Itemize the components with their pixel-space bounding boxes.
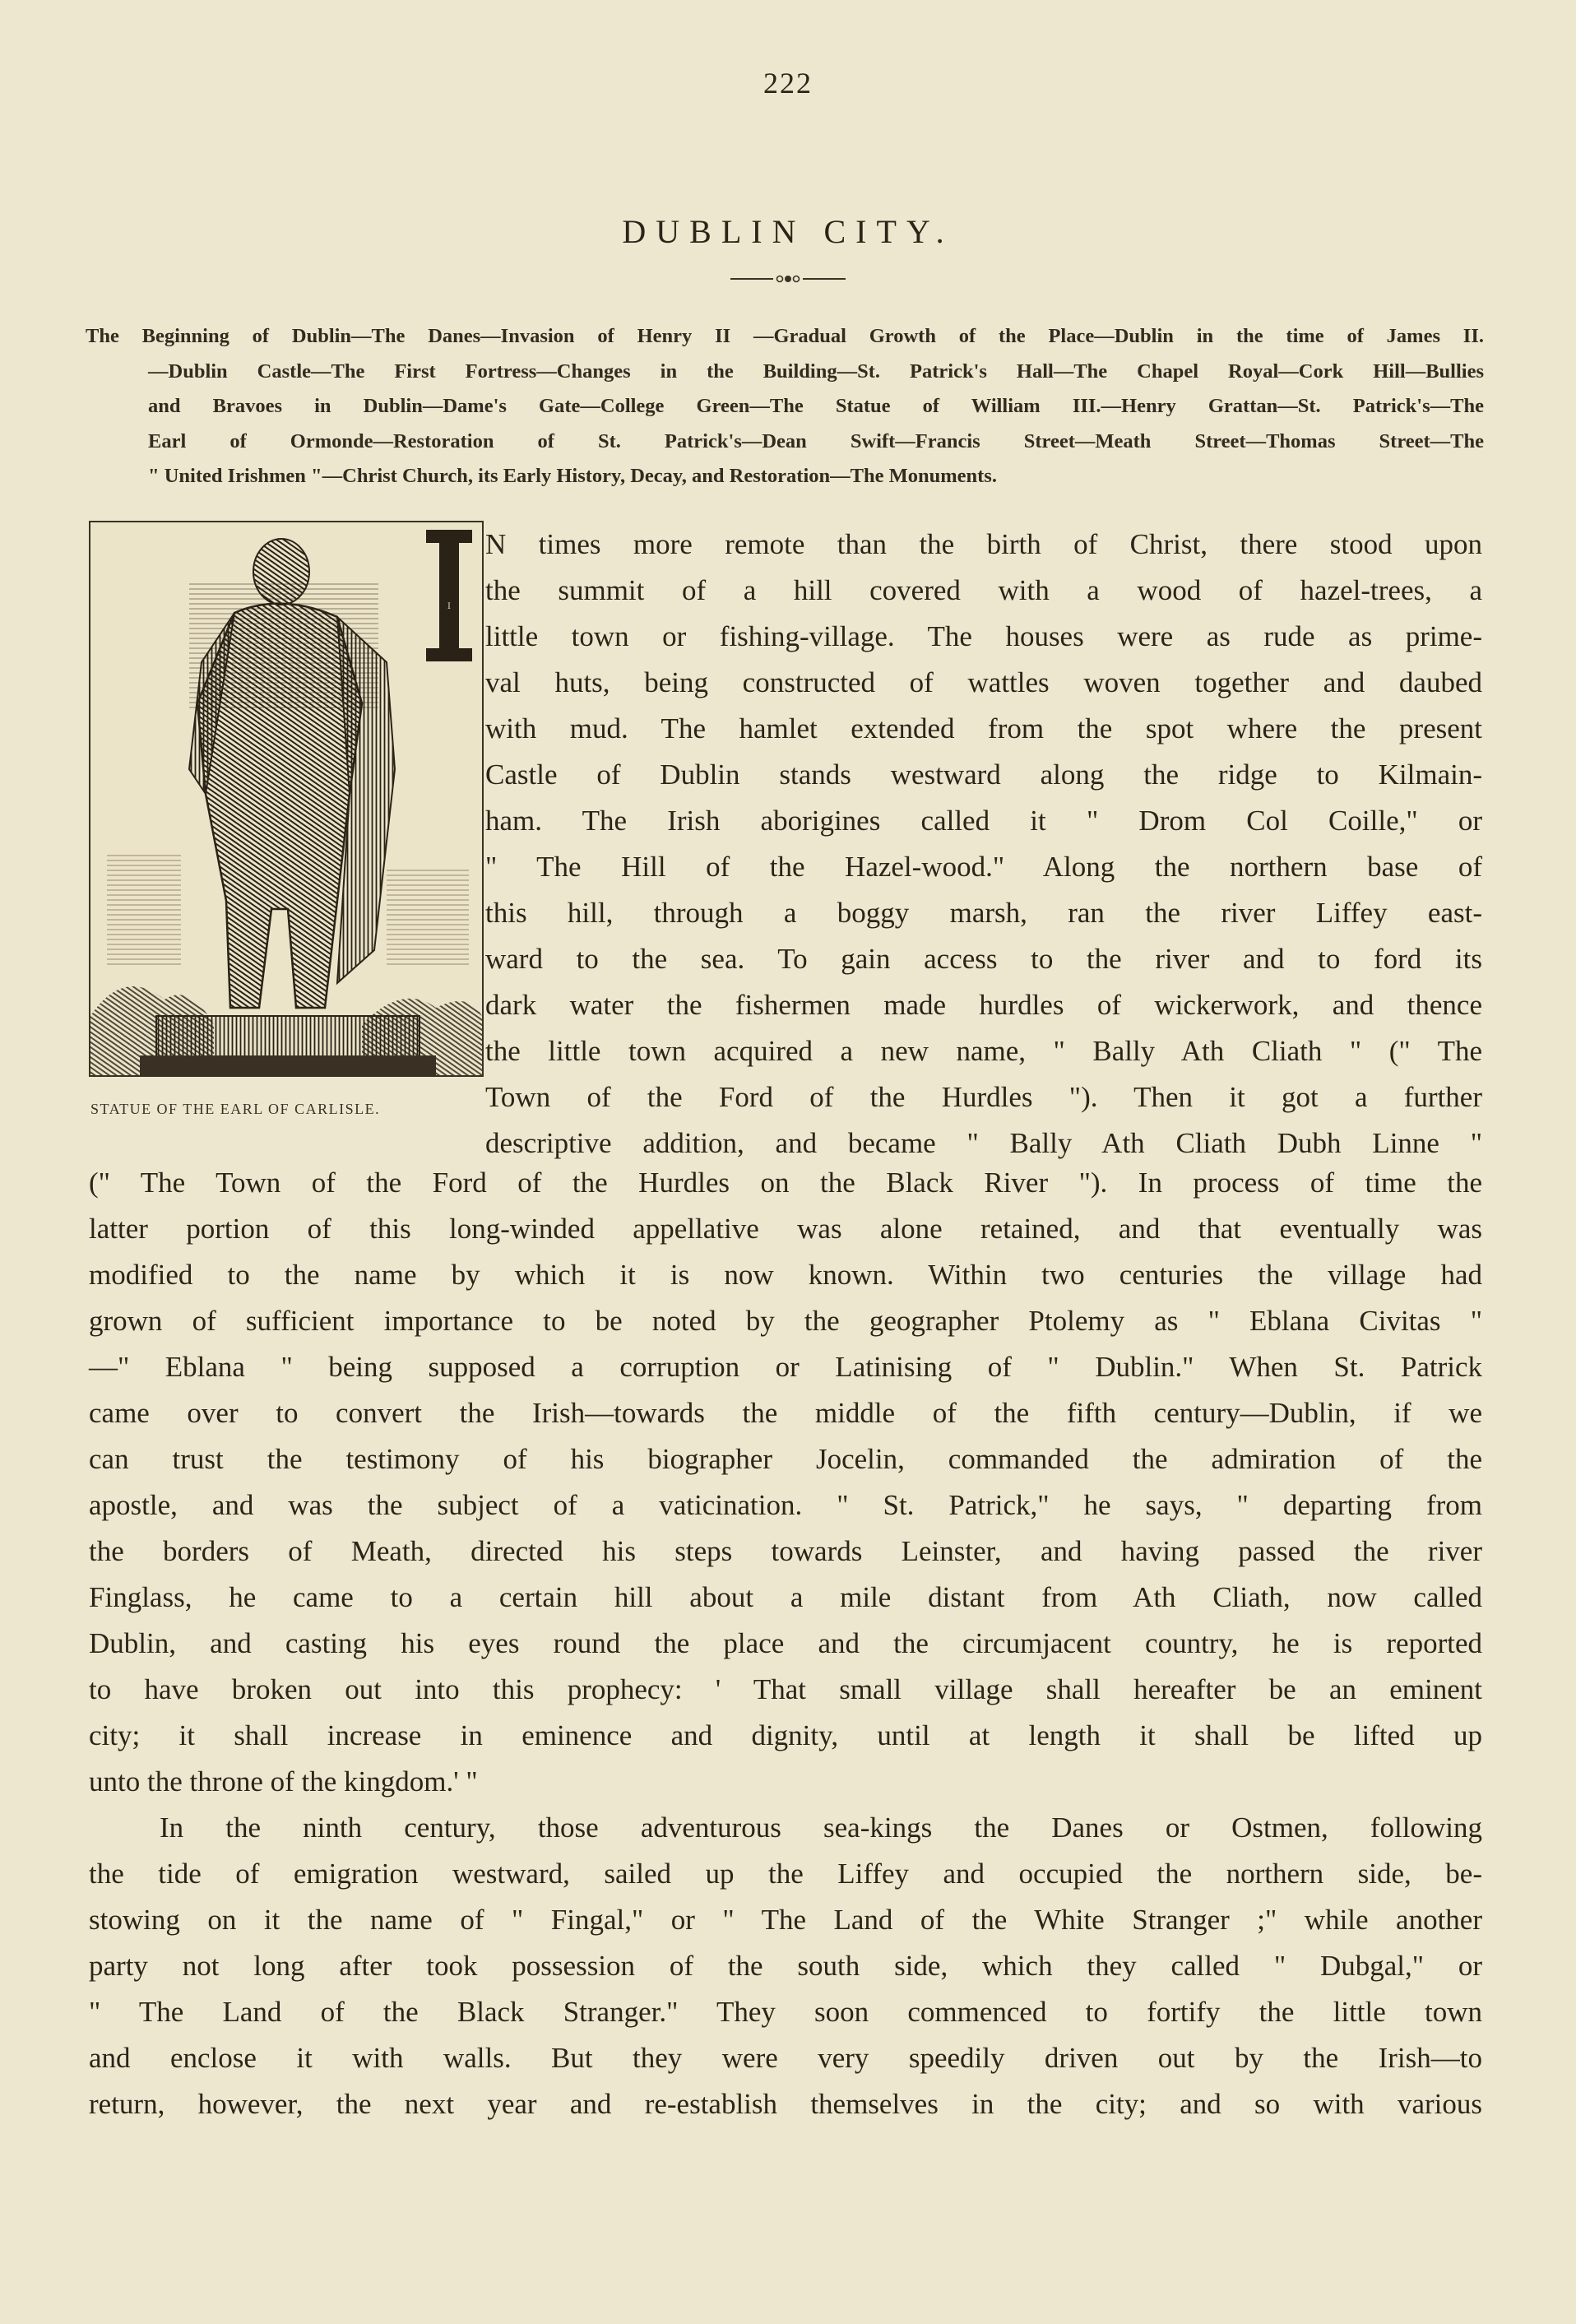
svg-text:I: I [447,602,451,611]
text-line: descriptive addition, and became " Bally Ath Cliath Dubh Linne " [485,1127,1482,1159]
text-line: to have broken out into this prophecy: ' That small village shall hereafter be an eminent [89,1673,1482,1705]
summary-line: " United Irishmen "—Christ Church, its Early History, Decay, and Restoration—The Monuments. [148,465,997,488]
figure-caption: STATUE OF THE EARL OF CARLISLE. [90,1101,381,1117]
text-line: unto the throne of the kingdom.' " [89,1765,478,1798]
text-line: this hill, through a boggy marsh, ran the river Liffey east- [485,897,1482,929]
summary-line: —Dublin Castle—The First Fortress—Changes in the Building—St. Patrick's Hall—The Chapel Royal—Cork Hill—Bullies [148,360,1484,383]
text-line: " The Hill of the Hazel-wood." Along the northern base of [485,851,1482,883]
text-line: the borders of Meath, directed his steps towards Leinster, and having passed the river [89,1535,1482,1567]
text-line: Finglass, he came to a certain hill about a mile distant from Ath Cliath, now called [89,1581,1482,1613]
drop-cap [423,526,475,665]
text-line: (" The Town of the Ford of the Hurdles on the Black River "). In process of time the [89,1167,1482,1199]
summary-line: and Bravoes in Dublin—Dame's Gate—College Green—The Statue of William III.—Henry Grattan—St. Patrick's—The [148,395,1484,418]
page-number: 222 [763,67,813,100]
text-line: latter portion of this long-winded appellative was alone retained, and that eventually was [89,1213,1482,1245]
body-text [89,1160,1482,2127]
chapter-title: DUBLIN CITY. [622,213,954,250]
body-text-wrapped [485,522,1482,1167]
text-line: apostle, and was the subject of a vaticination. " St. Patrick," he says, " departing from [89,1489,1482,1521]
title-ornament [730,273,846,285]
text-line: the little town acquired a new name, " Bally Ath Cliath " (" The [485,1035,1482,1067]
text-line: with mud. The hamlet extended from the spot where the present [485,712,1482,745]
text-line: party not long after took possession of the south side, which they called " Dubgal," or [89,1950,1482,1982]
text-line: Dublin, and casting his eyes round the place and the circumjacent country, he is reported [89,1627,1482,1659]
text-line: the tide of emigration westward, sailed up the Liffey and occupied the northern side, be- [89,1858,1482,1890]
text-line: came over to convert the Irish—towards the middle of the fifth century—Dublin, if we [89,1397,1482,1429]
text-line: ward to the sea. To gain access to the river and to ford its [485,943,1482,975]
text-line: return, however, the next year and re-establish themselves in the city; and so with various [89,2088,1482,2120]
chapter-summary [86,319,1484,494]
text-line: can trust the testimony of his biographer Jocelin, commanded the admiration of the [89,1443,1482,1475]
text-line: the summit of a hill covered with a wood of hazel-trees, a [485,574,1482,606]
summary-line: Earl of Ormonde—Restoration of St. Patrick's—Dean Swift—Francis Street—Meath Street—Thomas Street—The [148,429,1484,452]
text-line: grown of sufficient importance to be noted by the geographer Ptolemy as " Eblana Civitas " [89,1305,1482,1337]
text-line: Town of the Ford of the Hurdles "). Then it got a further [485,1081,1482,1113]
text-line: ham. The Irish aborigines called it " Drom Col Coille," or [485,805,1482,837]
text-line: " The Land of the Black Stranger." They soon commenced to fortify the little town [89,1996,1482,2028]
text-line: and enclose it with walls. But they were very speedily driven out by the Irish—to [89,2042,1482,2074]
summary-line: The Beginning of Dublin—The Danes—Invasion of Henry II —Gradual Growth of the Place—Dublin in the time of James II. [86,325,1484,347]
text-line: val huts, being constructed of wattles woven together and daubed [485,666,1482,698]
text-line: city; it shall increase in eminence and dignity, until at length it shall be lifted up [89,1719,1482,1751]
text-line: N times more remote than the birth of Christ, there stood upon [485,528,1482,560]
text-line: little town or fishing-village. The houses were as rude as prime- [485,620,1482,652]
text-line: dark water the fishermen made hurdles of wickerwork, and thence [485,989,1482,1021]
text-line: modified to the name by which it is now known. Within two centuries the village had [89,1259,1482,1291]
text-line: stowing on it the name of " Fingal," or " The Land of the White Stranger ;" while another [89,1904,1482,1936]
text-line: —" Eblana " being supposed a corruption or Latinising of " Dublin." When St. Patrick [89,1351,1482,1383]
text-line: In the ninth century, those adventurous sea-kings the Danes or Ostmen, following [160,1811,1482,1844]
text-line: Castle of Dublin stands westward along the ridge to Kilmain- [485,758,1482,791]
